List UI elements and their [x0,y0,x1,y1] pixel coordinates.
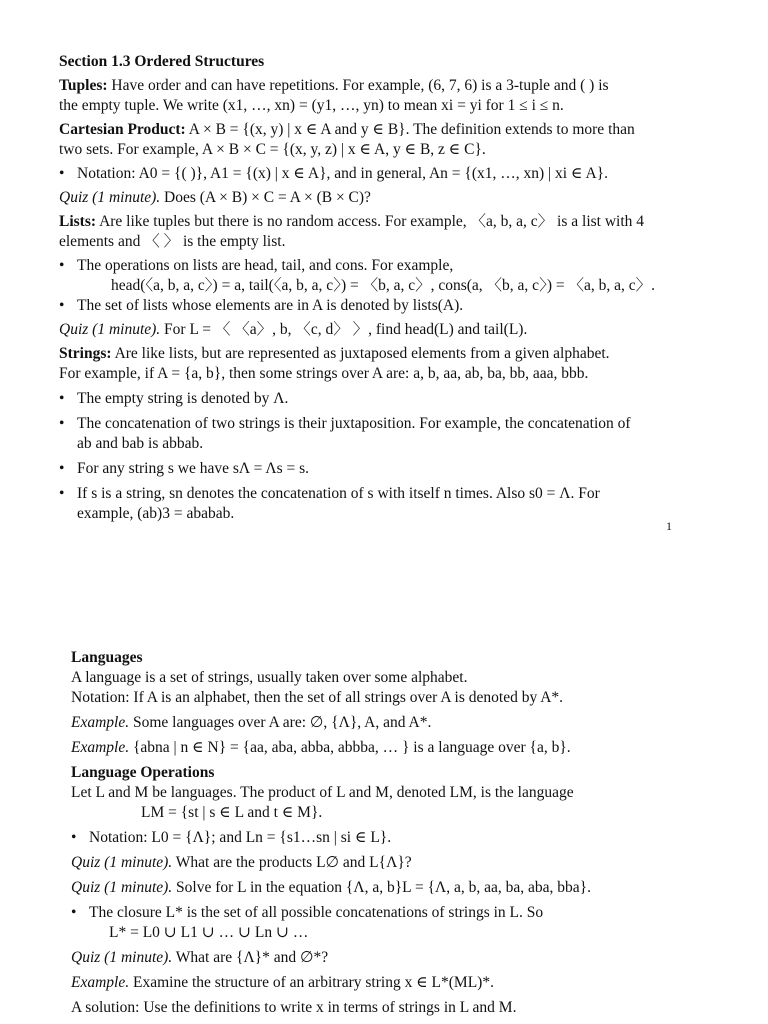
lists-set-bullet: • The set of lists whose elements are in A is denoted by lists(A). [59,296,719,316]
closure-definition: L* = L0 ∪ L1 ∪ … ∪ Ln ∪ … [109,924,309,941]
slide-languages [71,648,721,1018]
quiz-tuples: Quiz (1 minute). Does (A × B) × C = A × (B × C)? [59,189,371,206]
example-languages: Example. Some languages over A are: ∅, {Λ}, A, and A*. [71,714,432,731]
slide-ordered-structures [59,52,719,524]
lists-paragraph [59,212,719,252]
language-notation-bullet: • Notation: L0 = {Λ}; and Ln = {s1…sn | si ∈ L}. [71,828,721,848]
language-notation: Notation: If A is an alphabet, then the set of all strings over A is denoted by A*. [71,689,564,706]
example-language-set: Example. {abna | n ∈ N} = {aa, aba, abba, abbba, … } is a language over {a, b}. [71,739,571,756]
power-bullet: • If s is a string, sn denotes the concatenation of s with itself n times. Also s0 = Λ. For example, (ab)3 = ababab. [59,484,719,524]
quiz-closure: Quiz (1 minute). What are {Λ}* and ∅*? [71,949,329,966]
list-ops-bullet: • The operations on lists are head, tail, and cons. For example, [59,256,719,276]
strings-label: Strings: [59,345,112,362]
empty-string-bullet: • The empty string is denoted by Λ. [59,389,719,409]
cartesian-text-2: two sets. For example, A × B × C = {(x, y, z) | x ∈ A, y ∈ B, z ∈ C}. [59,141,486,158]
languages-heading: Languages [71,649,143,666]
language-definition: A language is a set of strings, usually taken over some alphabet. [71,669,468,686]
closure-bullet: • The closure L* is the set of all possible concatenations of strings in L. So [71,903,721,923]
product-definition: LM = {st | s ∈ L and t ∈ M}. [141,804,323,821]
quiz-products: Quiz (1 minute). What are the products L∅ and L{Λ}? [71,854,412,871]
lists-text: Are like tuples but there is no random access. For example, 〈a, b, a, c〉 is a list with 4 [96,213,645,230]
product-text: Let L and M be languages. The product of L and M, denoted LM, is the language [71,784,574,801]
quiz-solve: Quiz (1 minute). Solve for L in the equation {Λ, a, b}L = {Λ, a, b, aa, ba, aba, bba}. [71,879,591,896]
solution-text: A solution: Use the definitions to write x in terms of strings in L and M. [71,999,517,1016]
identity-bullet: • For any string s we have sΛ = Λs = s. [59,459,719,479]
tuples-text: Have order and can have repetitions. For example, (6, 7, 6) is a 3-tuple and ( ) is [107,77,609,94]
lists-label: Lists: [59,213,97,230]
list-ops-example: head(〈a, b, a, c〉) = a, tail(〈a, b, a, c〉) = 〈b, a, c〉, cons(a, 〈b, a, c〉) = 〈a, b, a, c〉. [111,277,655,294]
concat-bullet: • The concatenation of two strings is their juxtaposition. For example, the concatenation of ab and bab is abbab. [59,414,719,454]
section-heading: Section 1.3 Ordered Structures [59,53,265,70]
cartesian-text: A × B = {(x, y) | x ∈ A and y ∈ B}. The definition extends to more than [185,121,635,138]
page-number: 1 [666,519,672,533]
cartesian-paragraph [59,120,719,160]
notation-bullet: • Notation: A0 = {( )}, A1 = {(x) | x ∈ A}, and in general, An = {(x1, …, xn) | xi ∈ A}. [59,164,719,184]
tuples-label: Tuples: [59,77,108,94]
cartesian-label: Cartesian Product: [59,121,186,138]
strings-text: Are like lists, but are represented as juxtaposed elements from a given alphabet. [111,345,610,362]
example-structure: Example. Examine the structure of an arbitrary string x ∈ L*(ML)*. [71,974,494,991]
quiz-lists: Quiz (1 minute). For L = 〈 〈a〉, b, 〈c, d〉 〉, find head(L) and tail(L). [59,321,528,338]
lists-text-2: elements and 〈 〉 is the empty list. [59,233,286,250]
strings-text-2: For example, if A = {a, b}, then some strings over A are: a, b, aa, ab, ba, bb, aaa, bbb. [59,365,589,382]
language-ops-heading: Language Operations [71,764,215,781]
tuples-paragraph [59,76,719,116]
strings-paragraph [59,344,719,384]
tuples-text-2: the empty tuple. We write (x1, …, xn) = (y1, …, yn) to mean xi = yi for 1 ≤ i ≤ n. [59,97,564,114]
